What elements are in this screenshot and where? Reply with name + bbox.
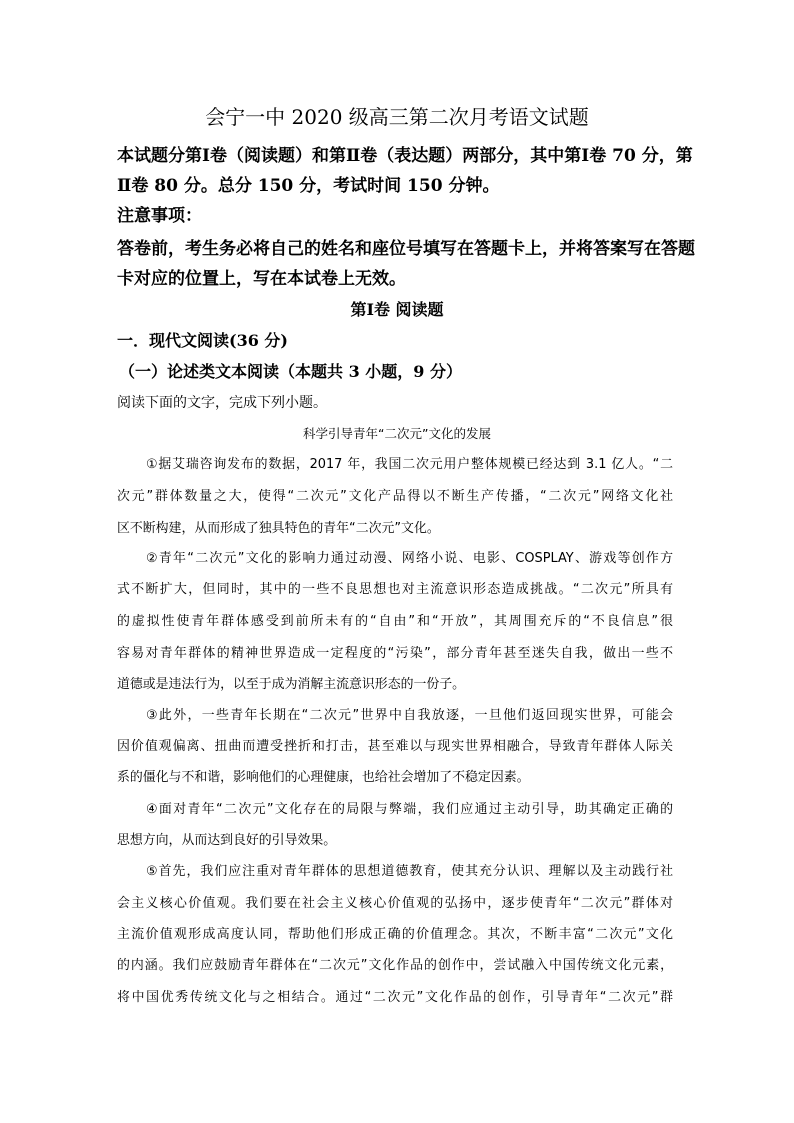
article-line: 容易对青年群体的精神世界造成一定程度的“污染”，部分青年甚至迷失自我，做出一些不 [117, 646, 673, 661]
article-line: 思想方向，从而达到良好的引导效果。 [117, 833, 337, 848]
article-line: 的内涵。我们应鼓励青年群体在“二次元”文化作品的创作中，尝试融入中国传统文化元素， [117, 958, 673, 973]
article-line: 式不断扩大，但同时，其中的一些不良思想也对主流意识形态造成挑战。“二次元”所具有 [117, 582, 673, 597]
section-heading: 一．现代文阅读(36 分) [117, 331, 288, 350]
article-line: ③此外，一些青年长期在“二次元”世界中自我放逐，一旦他们返回现实世界，可能会 [146, 708, 673, 723]
article-line: ①据艾瑞咨询发布的数据，2017 年，我国二次元用户整体规模已经达到 3.1 亿人。“二 [146, 457, 673, 472]
article-line: 区不断构建，从而形成了独具特色的青年“二次元”文化。 [117, 521, 440, 536]
part-title: 第Ⅰ卷 阅读题 [350, 300, 444, 319]
article-line: 的虚拟性使青年群体感受到前所未有的“自由”和“开放”，其周围充斥的“不良信息”很 [117, 614, 673, 629]
notice-line-1: 答卷前，考生务必将自己的姓名和座位号填写在答题卡上，并将答案写在答题 [117, 239, 695, 259]
notice-line-2: 卡对应的位置上，写在本试卷上无效。 [117, 269, 406, 289]
exam-title: 会宁一中 2020 级高三第二次月考语文试题 [205, 105, 589, 129]
article-line: ⑤首先，我们应注重对青年群体的思想道德教育，使其充分认识、理解以及主动践行社 [146, 864, 673, 879]
article-line: 系的僵化与不和谐，影响他们的心理健康，也给社会增加了不稳定因素。 [117, 770, 530, 785]
article-line: 次元”群体数量之大，使得“二次元”文化产品得以不断生产传播，“二次元”网络文化社 [117, 489, 673, 504]
subsection-heading: （一）论述类文本阅读（本题共 3 小题，9 分） [119, 362, 462, 381]
article-line: ②青年“二次元”文化的影响力通过动漫、网络小说、电影、COSPLAY、游戏等创作方 [146, 551, 673, 566]
article-line: 道德或是违法行为，以至于成为消解主流意识形态的一份子。 [117, 677, 466, 692]
article-line: 因价值观偏离、扭曲而遭受挫折和打击，甚至难以与现实世界相融合，导致青年群体人际关 [117, 739, 673, 754]
notice-label: 注意事项： [117, 206, 202, 226]
article-line: 会主义核心价值观。我们要在社会主义核心价值观的弘扬中，逐步使青年“二次元”群体对 [117, 896, 673, 911]
article-line: ④面对青年“二次元”文化存在的局限与弊端，我们应通过主动引导，助其确定正确的 [146, 802, 673, 817]
exam-intro-line-2: Ⅱ卷 80 分。总分 150 分，考试时间 150 分钟。 [117, 176, 500, 196]
exam-intro-line-1: 本试题分第Ⅰ卷（阅读题）和第Ⅱ卷（表达题）两部分，其中第Ⅰ卷 70 分，第 [117, 146, 693, 166]
reading-instruction: 阅读下面的文字，完成下列小题。 [117, 395, 327, 411]
article-line: 将中国优秀传统文化与之相结合。通过“二次元”文化作品的创作，引导青年“二次元”群 [117, 990, 673, 1005]
article-line: 主流价值观形成高度认同，帮助他们形成正确的价值理念。其次，不断丰富“二次元”文化 [117, 927, 673, 942]
article-title: 科学引导青年“二次元”文化的发展 [303, 426, 491, 441]
